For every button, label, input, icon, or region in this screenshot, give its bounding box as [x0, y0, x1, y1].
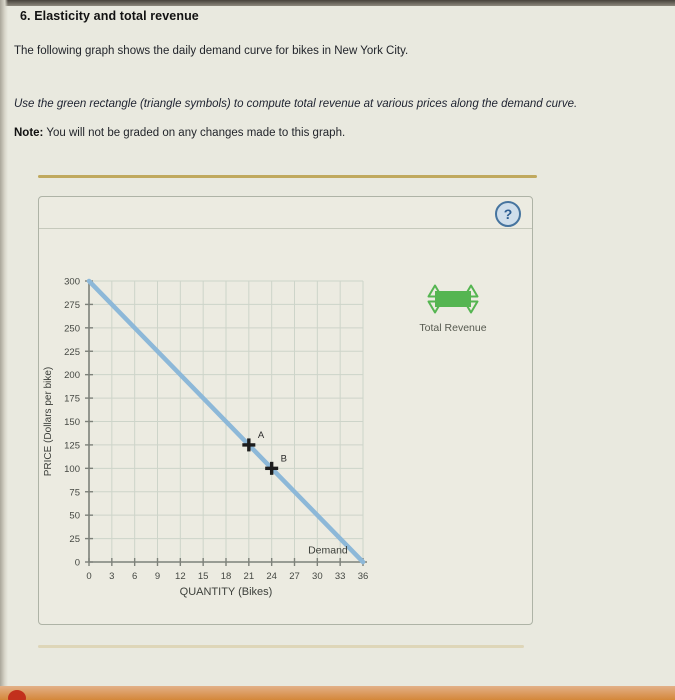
y-tick-label: 300	[64, 276, 80, 288]
screen-left-edge	[0, 0, 8, 700]
graph-panel	[38, 196, 533, 625]
x-tick-label: 15	[197, 571, 209, 582]
intro-text: The following graph shows the daily demand curve for bikes in New York City.	[14, 45, 409, 57]
point-B-label: B	[280, 453, 288, 465]
x-tick-label: 9	[154, 571, 161, 582]
y-tick-label: 275	[64, 299, 80, 311]
total-revenue-tool-icon[interactable]	[435, 291, 471, 307]
x-tick-label: 33	[334, 571, 346, 582]
y-tick-label: 125	[64, 440, 80, 452]
help-icon[interactable]: ?	[495, 201, 521, 227]
x-tick-label: 30	[312, 571, 323, 582]
x-tick-label: 27	[289, 571, 300, 582]
x-tick-label: 12	[175, 571, 186, 582]
y-tick-label: 250	[64, 323, 80, 335]
note-label: Note:	[14, 127, 44, 139]
y-axis-title: PRICE (Dollars per bike)	[43, 366, 54, 477]
y-tick-label: 0	[74, 557, 80, 569]
x-tick-label: 3	[109, 571, 115, 582]
demand-curve-label: Demand	[308, 544, 348, 557]
y-tick-label: 100	[64, 463, 80, 475]
red-dot-icon	[8, 690, 26, 700]
bottom-window-edge	[0, 686, 675, 700]
section-divider	[38, 175, 537, 178]
y-tick-label: 75	[69, 487, 80, 499]
note-text: Note: You will not be graded on any changes made to this graph.	[14, 127, 346, 139]
x-tick-label: 36	[357, 571, 369, 582]
legend-label: Total Revenue	[419, 322, 487, 334]
page-title: 6. Elasticity and total revenue	[20, 9, 199, 23]
y-tick-label: 150	[64, 417, 80, 428]
x-axis-title: QUANTITY (Bikes)	[179, 586, 273, 598]
x-tick-label: 24	[266, 571, 277, 582]
x-tick-label: 18	[220, 571, 232, 582]
demand-chart-svg[interactable]	[39, 229, 532, 624]
graph-panel-header	[39, 197, 532, 229]
bottom-divider	[38, 645, 524, 648]
screen-top-edge	[0, 0, 675, 6]
y-tick-label: 25	[69, 534, 80, 546]
instruction-text: Use the green rectangle (triangle symbols) to compute total revenue at various prices along the demand curve.	[14, 98, 578, 110]
y-tick-label: 200	[64, 370, 80, 382]
x-tick-label: 0	[86, 571, 92, 582]
point-A-label: A	[257, 429, 265, 441]
y-tick-label: 50	[69, 510, 80, 522]
y-tick-label: 175	[64, 393, 80, 405]
x-tick-label: 6	[132, 571, 138, 582]
x-tick-label: 21	[243, 571, 255, 582]
demand-chart[interactable]	[39, 229, 532, 624]
y-tick-label: 225	[64, 346, 80, 358]
